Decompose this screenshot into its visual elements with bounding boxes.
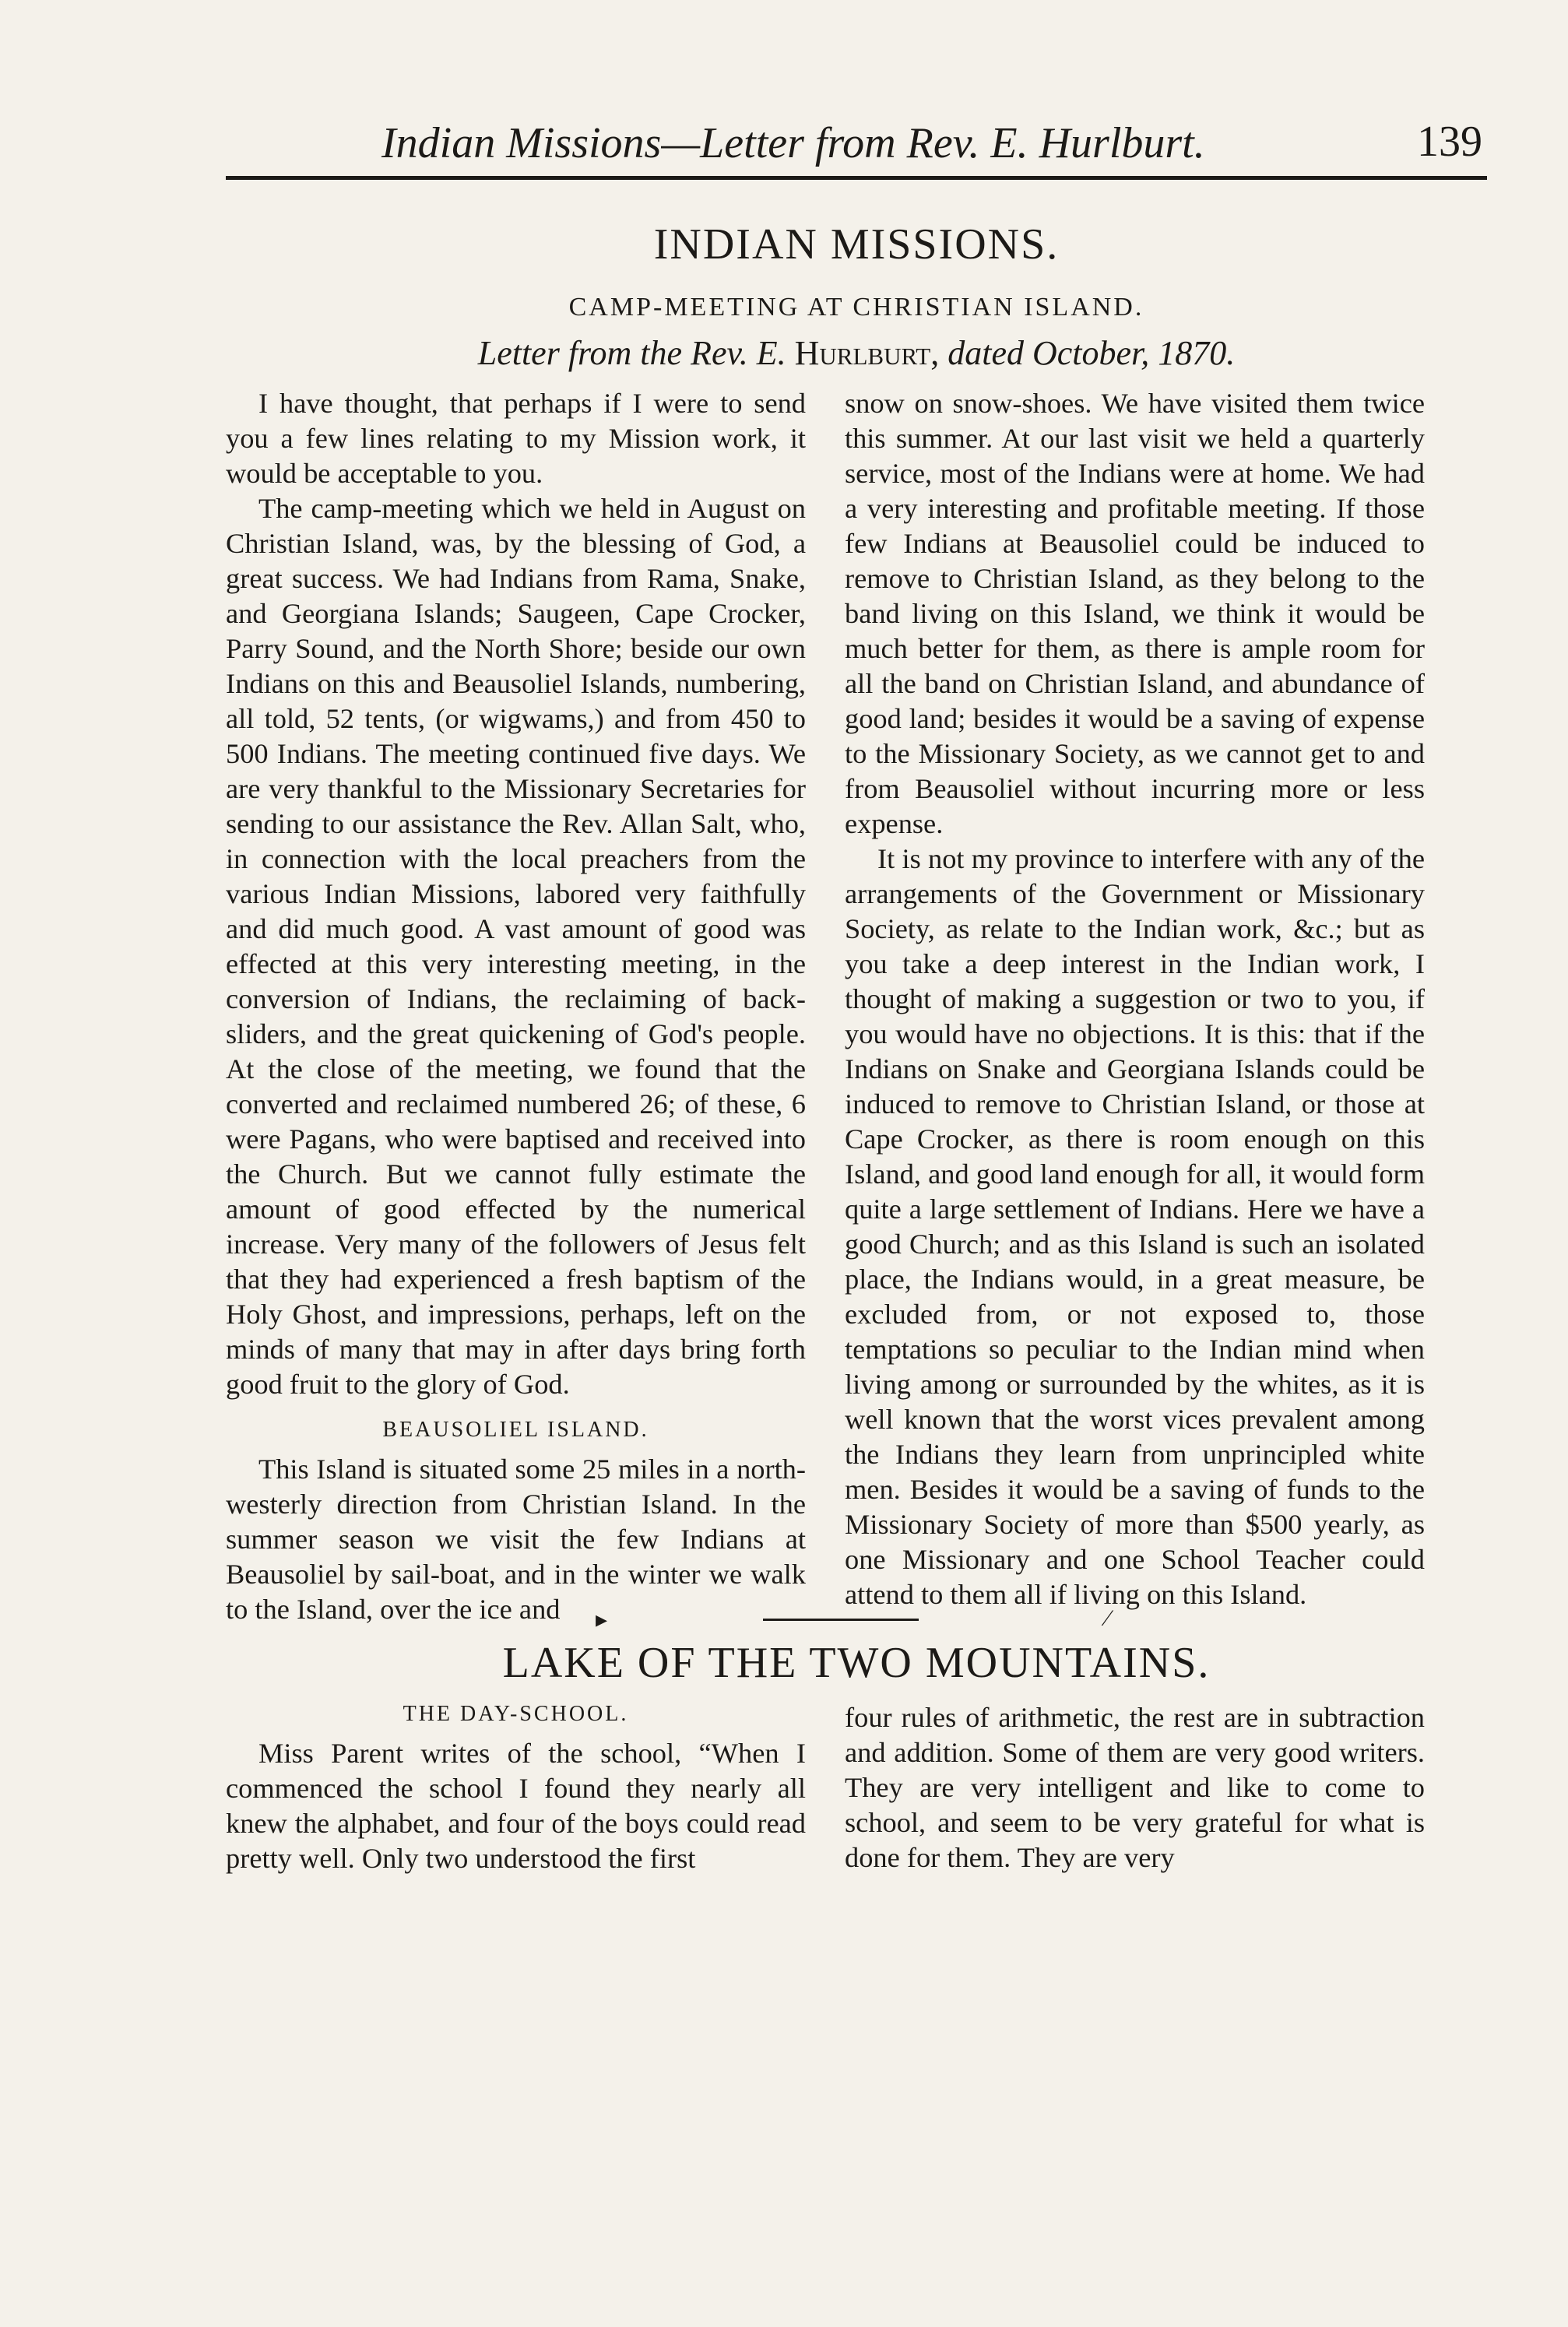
article-subtitle-camp-meeting: CAMP-MEETING AT CHRISTIAN ISLAND.: [568, 293, 1144, 322]
printer-mark: ⁄: [1106, 1605, 1110, 1631]
article1-right-column: [845, 386, 1425, 1612]
printer-mark: ▸: [596, 1607, 608, 1633]
running-head: [226, 114, 1487, 180]
page-number: 139: [1417, 118, 1482, 166]
article2-left-column: [226, 1700, 806, 1876]
paragraph: It is not my province to interfere with any of the arrangements of the Government or Missionary Society, as relate to the Indian work, &c.; but as you take a deep interest in the Indian work, I thought of making a suggestion or two to you, if you would have no objections. It is this: that if the Indians on Snake and Georgiana Islands could be induced to remove to Christian Island, or those at Cape Crocker, as there is room enough on this Island, and good land enough for all, it would form quite a large settlement of Indians. Here we have a good Church; and as this Island is such an isolated place, the Indians would, in a great measure, be excluded from, or not exposed to, those temptations so peculiar to the Indian mind when living among or surrounded by the whites, as it is well known that the worst vices prevalent among the Indians they learn from unprincipled white men. Besides it would be a saving of funds to the Missionary Society of more than $500 yearly, as one Missionary and one School Teacher could attend to them all if living on this Island.: [845, 843, 1425, 1610]
section-divider: [763, 1619, 919, 1621]
article2-right-column: [845, 1700, 1425, 1875]
letter-dateline: [226, 333, 1487, 373]
dateline-author: Hurlburt,: [794, 334, 940, 372]
paragraph: snow on snow-shoes. We have visited them twice this summer. At our last visit we held a quarterly service, most of the Indians were at home. We had a very interesting and profitable meeting. If those few Indians at Beausoliel could be induced to remove to Christian Island, as they belong to the band living on this Island, we think it would be much better for them, as there is ample room for all the band on Christian Island, and abundance of good land; besides it would be a saving of expense to the Missionary Society, as we cannot get to and from Beausoliel without incurring more or less expense.: [845, 388, 1425, 839]
subheading-day-school: THE DAY-SCHOOL.: [403, 1702, 629, 1726]
paragraph: The camp-meeting which we held in August on Christian Island, was, by the blessing of God, a great success. We had Indians from Rama, Snake, and Georgiana Islands; Saugeen, Cape Crocker, Parry Sound, and the North Shore; beside our own Indians on this and Beausoliel Islands, numbering, all told, 52 tents, (or wigwams,) and from 450 to 500 Indians. The meeting continued five days. We are very thankful to the Missionary Secretaries for sending to our assistance the Rev. Allan Salt, who, in connection with the local preachers from the various Indian Missions, labored very faithfully and did much good. A vast amount of good was effected at this very interesting meeting, in the conversion of Indians, the reclaiming of back-sliders, and the great quickening of God's people. At the close of the meeting, we found that the converted and reclaimed numbered 26; of these, 6 were Pagans, who were baptised and received into the Church. But we cannot fully estimate the amount of good effected by the numerical increase. Very many of the followers of Jesus felt that they had experienced a fresh baptism of the Holy Ghost, and impressions, perhaps, left on the minds of many that may in after days bring forth good fruit to the glory of God.: [226, 493, 806, 1400]
paragraph: I have thought, that perhaps if I were to send you a few lines relating to my Mission work, it would be acceptable to you.: [226, 388, 806, 489]
article-title-indian-missions: INDIAN MISSIONS.: [653, 220, 1060, 269]
paragraph: four rules of arithmetic, the rest are in subtraction and addition. Some of them are very good writers. They are very intelligent and like to come to school, and seem to be very grateful for what is done for them. They are very: [845, 1702, 1425, 1873]
subheading-beausoliel-island: BEAUSOLIEL ISLAND.: [382, 1418, 649, 1442]
paragraph: This Island is situated some 25 miles in a north-westerly direction from Christian Island. In the summer season we visit the few Indians at Beausoliel by sail-boat, and in the winter we walk to the Island, over the ice and: [226, 1453, 806, 1625]
article-title-lake-two-mountains: LAKE OF THE TWO MOUNTAINS.: [502, 1639, 1211, 1687]
article1-left-column: [226, 386, 806, 1627]
running-head-title: Indian Missions—Letter from Rev. E. Hurlburt.: [381, 119, 1205, 167]
dateline-date: dated October, 1870.: [947, 334, 1236, 372]
paragraph: Miss Parent writes of the school, “When I commenced the school I found they nearly all knew the alphabet, and four of the boys could read pretty well. Only two understood the first: [226, 1738, 806, 1874]
dateline-prefix: Letter from the Rev. E.: [477, 334, 786, 372]
